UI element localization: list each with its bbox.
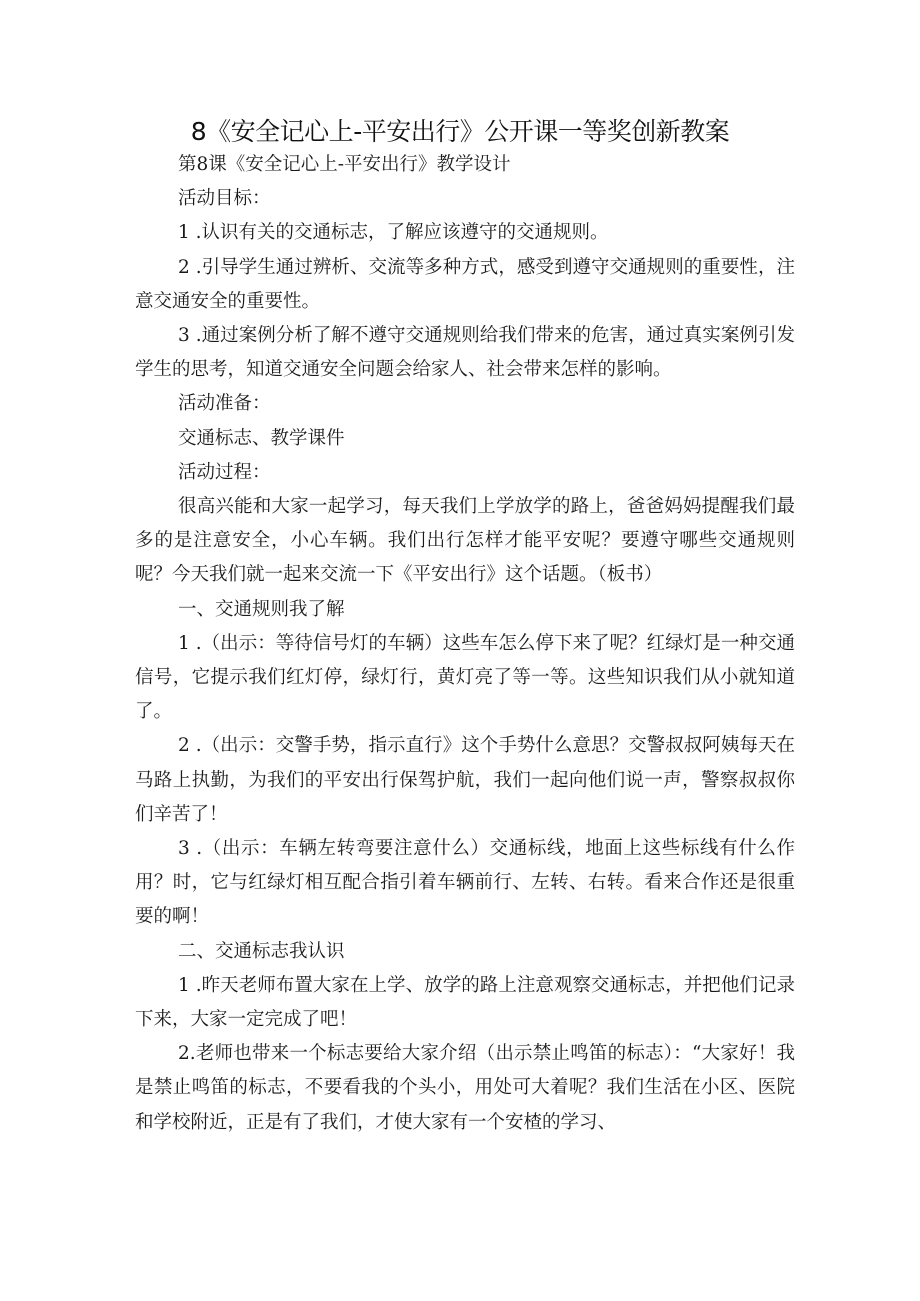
goal-item-3: 3 .通过案例分析了解不遵守交通规则给我们带来的危害，通过真实案例引发学生的思考，知道交通安全问题会给家人、社会带来怎样的影响。 (135, 325, 795, 381)
subtitle: 第8课《安全记心上-平安出行》教学设计 (178, 154, 511, 175)
heading-process: 活动过程： (178, 461, 271, 483)
heading-goals: 活动目标： (178, 188, 271, 210)
section-heading-2: 二、交通标志我认识 (178, 940, 345, 962)
goal-item-2: 2 .引导学生通过辨析、交流等多种方式，感受到遵守交通规则的重要性，注意交通安全的重要性。 (135, 256, 795, 312)
section1-item-2: 2 .（出示：交警手势，指示直行》这个手势什么意思？交警叔叔阿姨每天在马路上执勤，为我们的平安出行保驾护航，我们一起向他们说一声，警察叔叔你们辛苦了！ (135, 735, 795, 825)
section-heading-1: 一、交通规则我了解 (178, 598, 345, 620)
section1-item-3: 3 .（出示：车辆左转弯要注意什么）交通标线，地面上这些标线有什么作用？时，它与红绿灯相互配合指引着车辆前行、左转、右转。看来合作还是很重要的啊！ (135, 838, 795, 928)
intro-paragraph: 很高兴能和大家一起学习，每天我们上学放学的路上，爸爸妈妈提醒我们最多的是注意安全，小心车辆。我们出行怎样才能平安呢？要遵守哪些交通规则呢？今天我们就一起来交流一下《平安出行》这个话题。（板书） (135, 496, 795, 586)
section2-item-2: 2.老师也带来一个标志要给大家介绍（出示禁止鸣笛的标志）：“大家好！我是禁止鸣笛的标志，不要看我的个头小，用处可大着呢？我们生活在小区、医院和学校附近，正是有了我们，才使大家有一个安楂的学习、 (135, 1043, 795, 1133)
preparation-text: 交通标志、教学课件 (178, 427, 345, 449)
document-title: 8《安全记心上-平安出行》公开课一等奖创新教案 (190, 117, 730, 146)
section1-item-1: 1 .（出示：等待信号灯的车辆）这些车怎么停下来了呢？红绿灯是一种交通信号，它提示我们红灯停，绿灯行，黄灯亮了等一等。这些知识我们从小就知道了。 (135, 632, 795, 723)
goal-item-1: 1 .认识有关的交通标志，了解应该遵守的交通规则。 (178, 222, 609, 244)
document-body (135, 148, 795, 1140)
heading-preparation: 活动准备： (178, 393, 271, 415)
section2-item-1: 1 .昨天老师布置大家在上学、放学的路上注意观察交通标志，并把他们记录下来，大家一定完成了吧！ (135, 974, 795, 1031)
